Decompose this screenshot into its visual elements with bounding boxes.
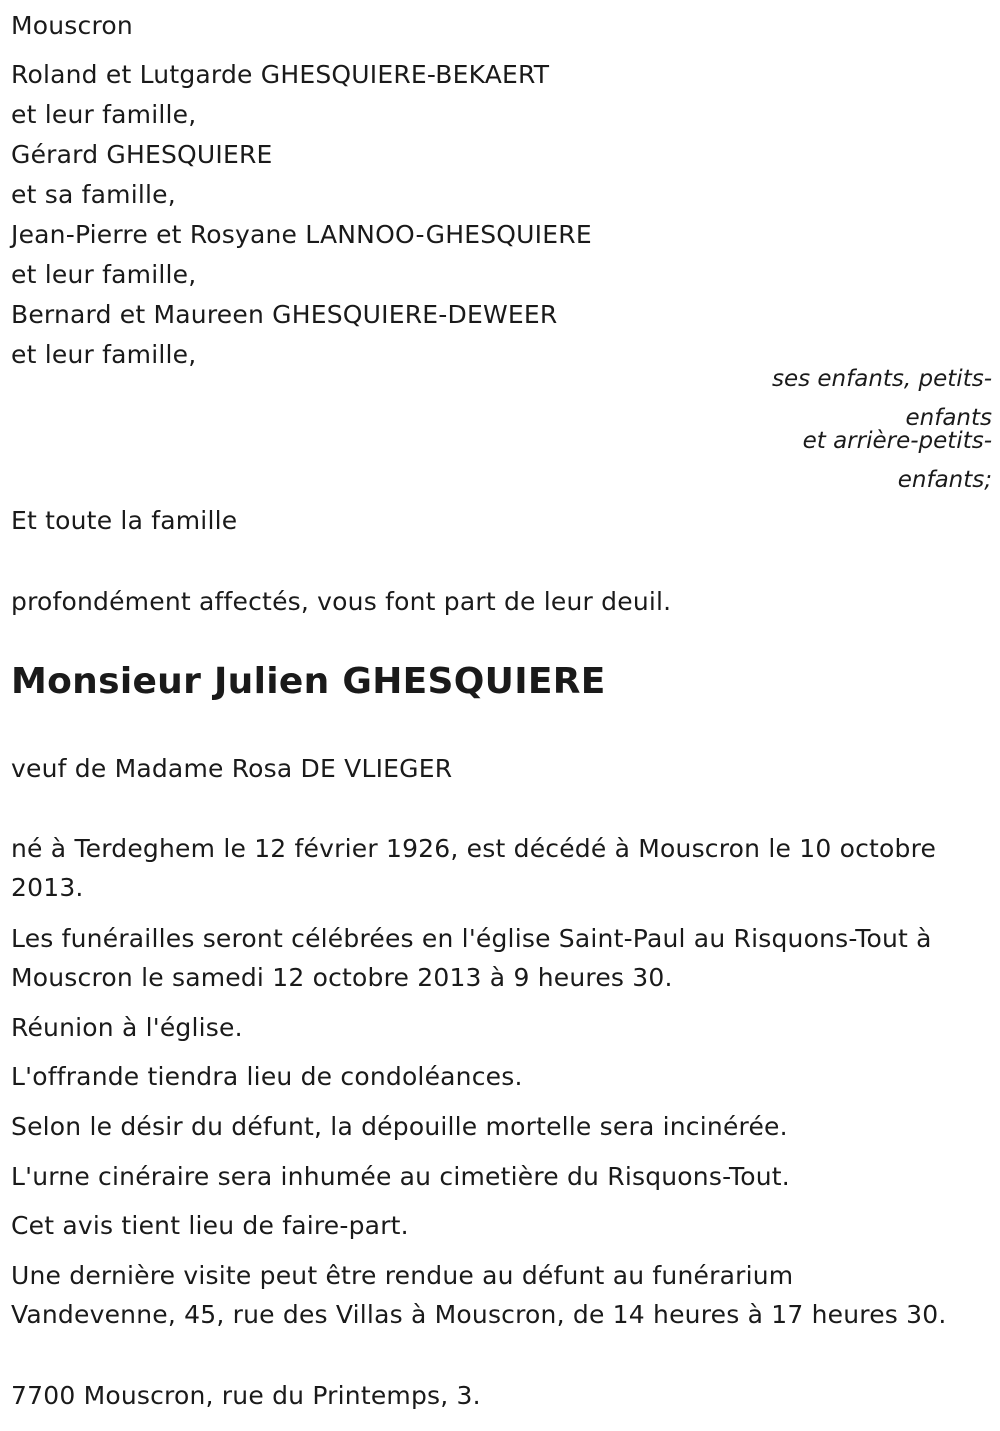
- detail-line: Réunion à l'église.: [11, 1013, 243, 1042]
- family-line: Jean-Pierre et Rosyane LANNOO-GHESQUIERE: [11, 220, 592, 249]
- family-line: Gérard GHESQUIERE: [11, 140, 273, 169]
- detail-line: né à Terdeghem le 12 février 1926, est décédé à Mouscron le 10 octobre: [11, 834, 937, 863]
- family-line: Roland et Lutgarde GHESQUIERE-BEKAERT: [11, 60, 550, 89]
- family-line: et leur famille,: [11, 260, 197, 289]
- family-line: et leur famille,: [11, 100, 197, 129]
- family-line: Bernard et Maureen GHESQUIERE-DEWEER: [11, 300, 558, 329]
- deceased-name: Monsieur Julien GHESQUIERE: [11, 661, 606, 702]
- detail-line: Vandevenne, 45, rue des Villas à Mouscron, de 14 heures à 17 heures 30.: [11, 1300, 947, 1329]
- family-line: et sa famille,: [11, 180, 176, 209]
- detail-line: L'offrande tiendra lieu de condoléances.: [11, 1062, 523, 1091]
- family-line: et leur famille,: [11, 340, 197, 369]
- announcement-line: profondément affectés, vous font part de leur deuil.: [11, 587, 672, 616]
- detail-line: Cet avis tient lieu de faire-part.: [11, 1211, 409, 1240]
- detail-line: Une dernière visite peut être rendue au défunt au funérarium: [11, 1261, 794, 1290]
- widower-line: veuf de Madame Rosa DE VLIEGER: [11, 754, 453, 783]
- detail-line: Les funérailles seront célébrées en l'église Saint-Paul au Risquons-Tout à: [11, 924, 932, 953]
- whole-family-line: Et toute la famille: [11, 506, 238, 535]
- relation-great-grandchildren: et arrière-petits-enfants;: [802, 428, 992, 493]
- address-line: 7700 Mouscron, rue du Printemps, 3.: [11, 1381, 481, 1410]
- detail-line: Selon le désir du défunt, la dépouille mortelle sera incinérée.: [11, 1112, 788, 1141]
- detail-line: L'urne cinéraire sera inhumée au cimetière du Risquons-Tout.: [11, 1162, 790, 1191]
- city-heading: Mouscron: [11, 11, 133, 40]
- relation-children: ses enfants, petits-enfants: [771, 366, 992, 431]
- detail-line: Mouscron le samedi 12 octobre 2013 à 9 heures 30.: [11, 963, 673, 992]
- detail-line: 2013.: [11, 873, 84, 902]
